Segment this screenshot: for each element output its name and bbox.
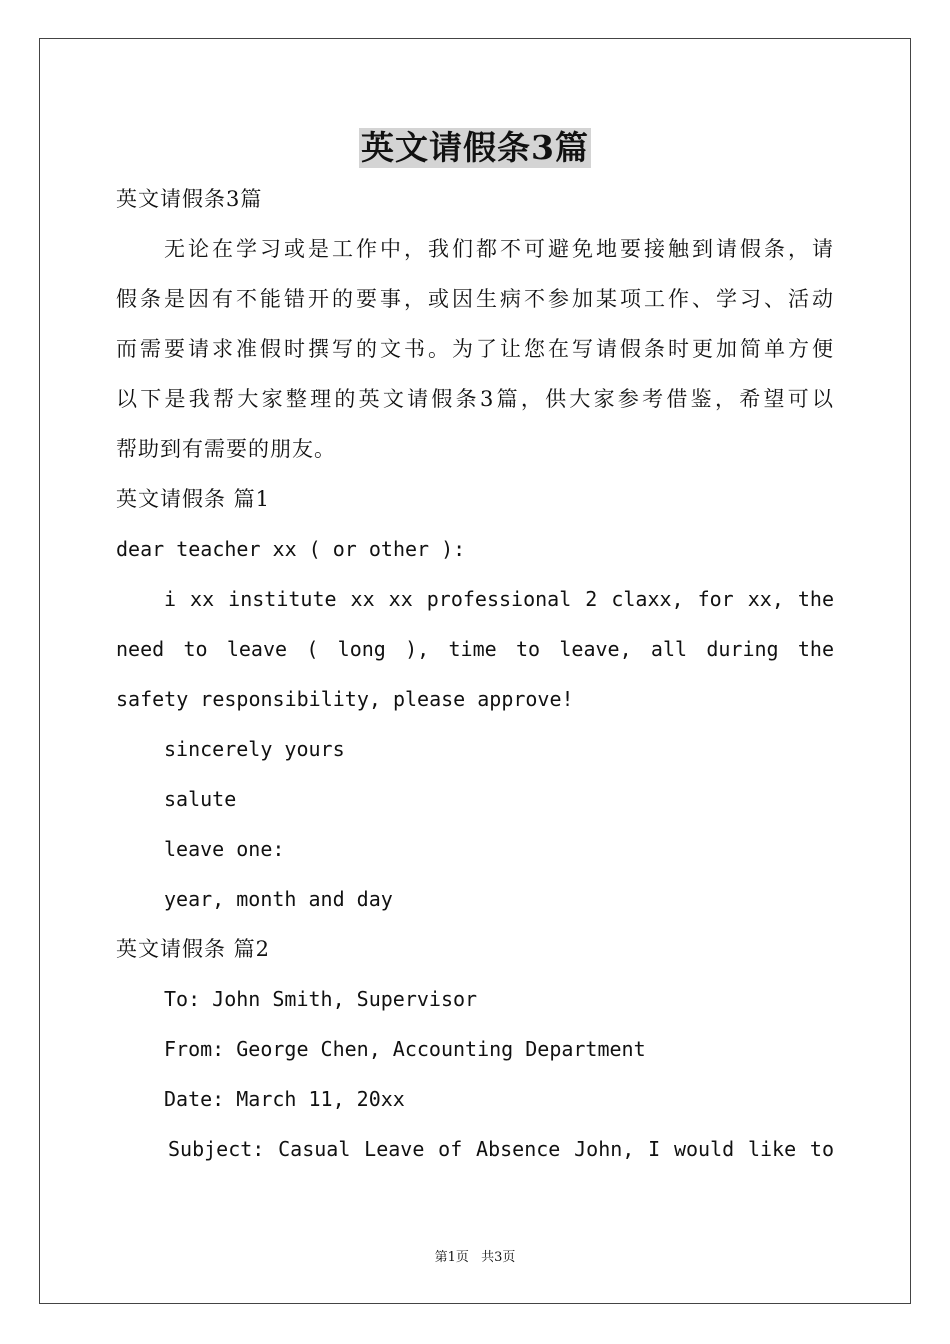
letter-line: dear teacher xx ( or other ): bbox=[116, 537, 466, 561]
page-footer bbox=[0, 1246, 950, 1265]
paragraph-line: 假条是因有不能错开的要事，或因生病不参加某项工作、学习、活动 bbox=[116, 287, 834, 311]
section-heading-1: 英文请假条 篇1 bbox=[116, 487, 271, 511]
paragraph-line: 帮助到有需要的朋友。 bbox=[116, 437, 336, 461]
letter-line: year, month and day bbox=[164, 887, 393, 911]
subtitle: 英文请假条3篇 bbox=[116, 187, 263, 211]
letter-line: safety responsibility, please approve! bbox=[116, 687, 574, 711]
page-number: 第1页 bbox=[434, 1250, 469, 1265]
title-container bbox=[0, 128, 950, 168]
memo-line: To: John Smith, Supervisor bbox=[164, 987, 478, 1011]
letter-line: i xx institute xx xx professional 2 claxx, for xx, the bbox=[164, 587, 834, 611]
document-body bbox=[116, 174, 834, 1174]
section-heading-2: 英文请假条 篇2 bbox=[116, 937, 271, 961]
memo-line: Date: March 11, 20xx bbox=[164, 1087, 405, 1111]
memo-line: Subject: Casual Leave of Absence John, I would like to bbox=[168, 1137, 834, 1161]
document-title: 英文请假条3篇 bbox=[361, 128, 589, 167]
memo-line: From: George Chen, Accounting Department bbox=[164, 1037, 646, 1061]
paragraph-line: 无论在学习或是工作中，我们都不可避免地要接触到请假条，请 bbox=[164, 237, 834, 261]
letter-line: sincerely yours bbox=[164, 737, 345, 761]
page-total: 共3页 bbox=[481, 1250, 516, 1265]
paragraph-line: 而需要请求准假时撰写的文书。为了让您在写请假条时更加简单方便 bbox=[116, 337, 834, 361]
letter-line: leave one: bbox=[164, 837, 285, 861]
paragraph-line: 以下是我帮大家整理的英文请假条3篇，供大家参考借鉴，希望可以 bbox=[116, 387, 834, 411]
letter-line: salute bbox=[164, 787, 237, 811]
letter-line: need to leave ( long ), time to leave, all during the bbox=[116, 637, 834, 661]
